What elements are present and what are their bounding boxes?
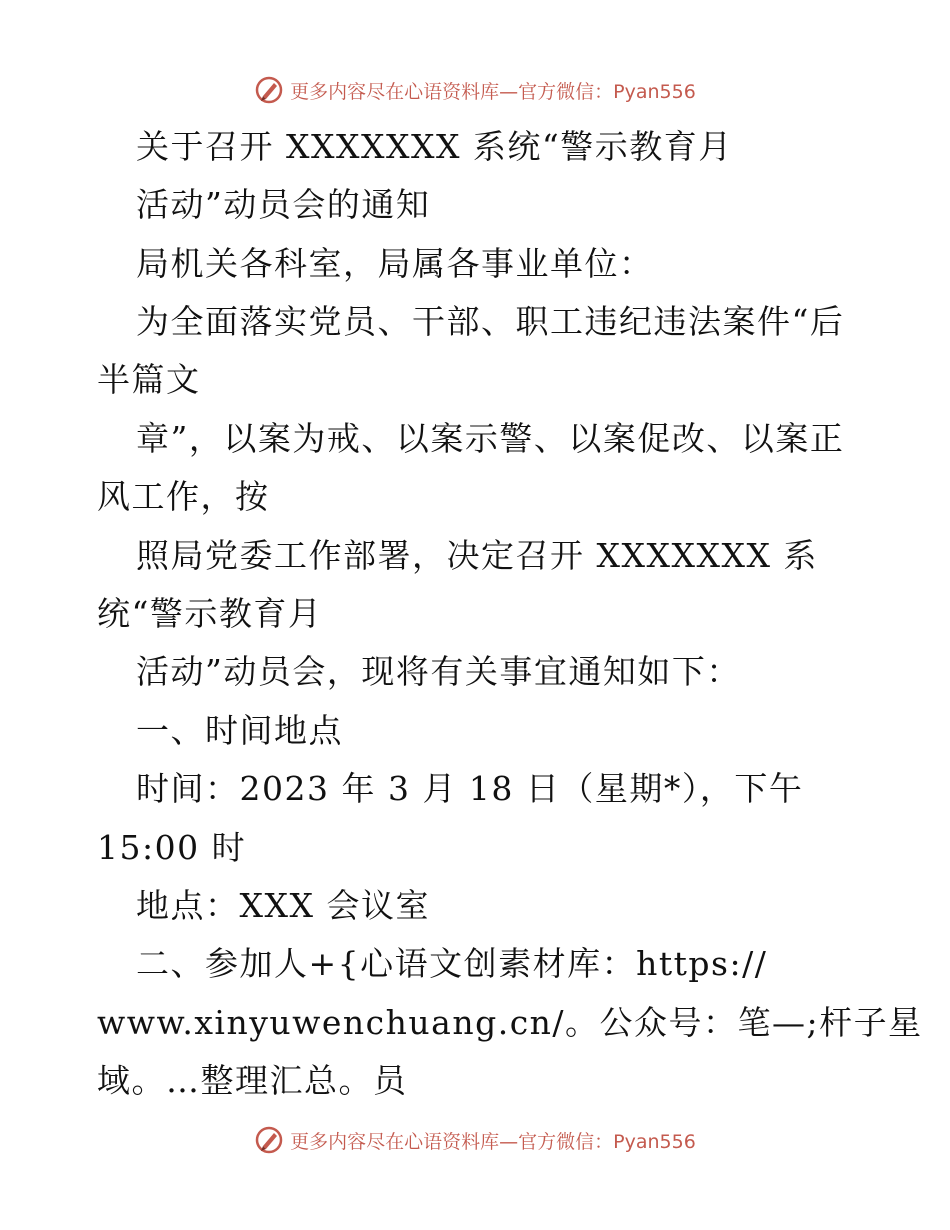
doc-section-heading: 一、时间地点 [136, 711, 343, 750]
doc-para-line: 照局党委工作部署，决定召开 XXXXXXX 系 [136, 536, 818, 575]
doc-para-line: 地点：XXX 会议室 [136, 886, 430, 925]
header-banner-text: 更多内容尽在心语资料库—官方微信：Pyan556 [290, 80, 696, 103]
doc-para-line: 统“警示教育月 [97, 594, 323, 633]
doc-para-line: 风工作，按 [97, 477, 270, 516]
footer-banner [0, 1120, 950, 1160]
doc-para-line: 为全面落实党员、干部、职工违纪违法案件“后 [136, 302, 845, 341]
doc-para-line: www.xinyuwenchuang.cn/。公众号：笔—;杆子星 [97, 1003, 923, 1042]
footer-banner-text: 更多内容尽在心语资料库—官方微信：Pyan556 [290, 1130, 696, 1153]
doc-para-line: 章”，以案为戒、以案示警、以案促改、以案正 [136, 419, 845, 458]
doc-title-line-2: 活动”动员会的通知 [136, 185, 431, 224]
doc-para-line: 15:00 时 [97, 828, 247, 867]
doc-para-line: 半篇文 [97, 360, 201, 399]
header-banner [0, 70, 950, 110]
doc-title-line-1: 关于召开 XXXXXXX 系统“警示教育月 [136, 127, 733, 166]
pen-logo-icon [254, 75, 284, 105]
doc-section-heading: 二、参加人+{心语文创素材库：https:// [136, 944, 768, 983]
doc-salutation: 局机关各科室，局属各事业单位： [136, 244, 654, 283]
doc-para-line: 域。…整理汇总。员 [97, 1061, 408, 1100]
doc-para-line: 活动”动员会，现将有关事宜通知如下： [136, 652, 741, 691]
pen-logo-icon [254, 1125, 284, 1155]
doc-para-line: 时间：2023 年 3 月 18 日（星期*），下午 [136, 769, 804, 808]
